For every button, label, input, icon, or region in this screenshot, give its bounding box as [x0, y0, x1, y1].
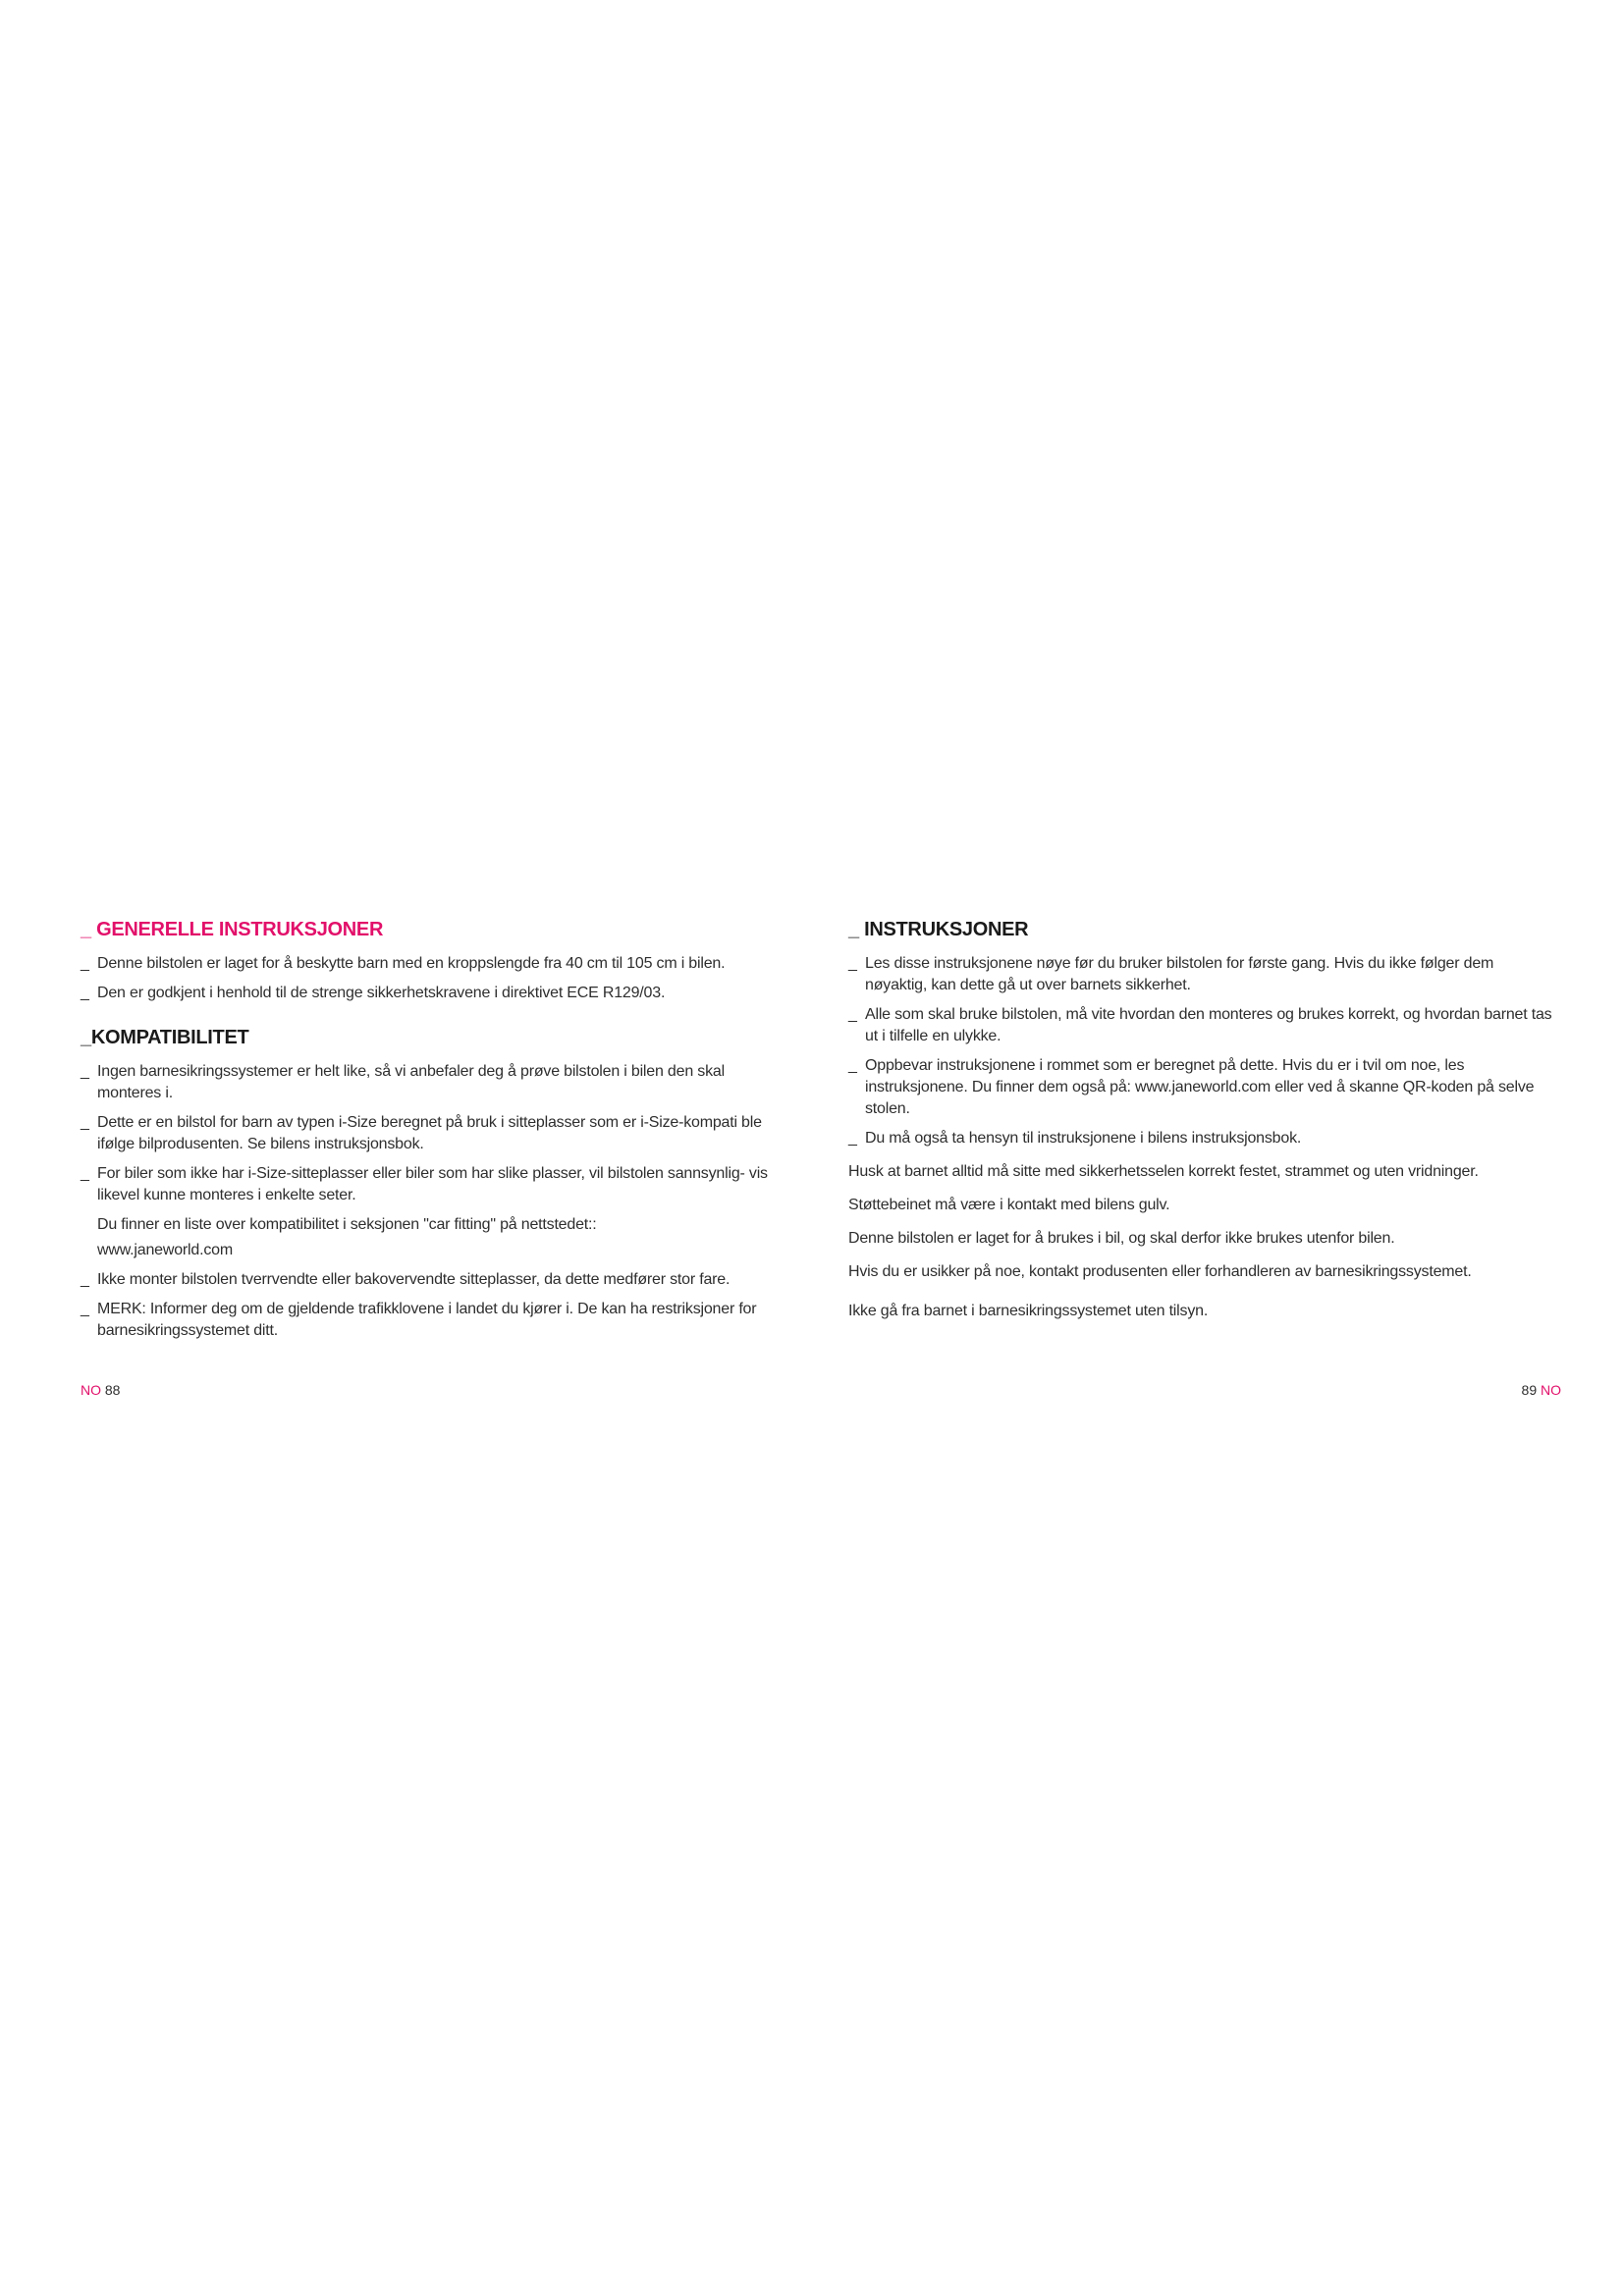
- bullet-dash: _: [81, 1271, 89, 1288]
- general-item-text: Den er godkjent i henhold til de strenge sikkerhetskravene i direktivet ECE R129/03.: [97, 985, 666, 1001]
- page-number-left: [81, 1382, 120, 1398]
- instruction-item: [848, 1004, 1555, 1047]
- bullet-dash: _: [81, 1063, 89, 1080]
- instruction-item: [848, 1128, 1555, 1149]
- heading-compatibility: _KOMPATIBILITET: [81, 1027, 249, 1048]
- right-page-column: [848, 918, 1555, 1334]
- folio-number: 89: [1521, 1382, 1538, 1398]
- bullet-dash: _: [848, 1006, 857, 1023]
- folio-language: NO: [81, 1382, 101, 1398]
- general-item-text: Denne bilstolen er laget for å beskytte barn med en kroppslengde fra 40 cm til 105 cm i bilen.: [97, 955, 726, 972]
- bullet-dash: _: [81, 1165, 89, 1182]
- instruction-item-text: Oppbevar instruksjonene i rommet som er beregnet på dette. Hvis du er i tvil om noe, les instruksjonene. Du finner dem også på: www.janeworld.com eller ved å skanne QR-koden på selve stolen.: [865, 1057, 1535, 1117]
- compat-item-text: Ingen barnesikringssystemer er helt like, så vi anbefaler deg å prøve bilstolen i bilen den skal monteres i.: [97, 1063, 725, 1101]
- folio-number: 88: [104, 1382, 121, 1398]
- instruction-item-text: Du må også ta hensyn til instruksjonene i bilens instruksjonsbok.: [865, 1130, 1302, 1147]
- left-page-column: [81, 918, 787, 1350]
- heading-instructions: _ INSTRUKSJONER: [848, 919, 1029, 940]
- page-number-right: [1522, 1382, 1561, 1398]
- instruction-item: [848, 1055, 1555, 1120]
- bullet-dash: _: [81, 1301, 89, 1317]
- instruction-paragraph: Husk at barnet alltid må sitte med sikkerhetsselen korrekt festet, strammet og uten vridninger.: [848, 1163, 1479, 1180]
- instruction-item: [848, 953, 1555, 996]
- bullet-dash: _: [848, 1130, 857, 1147]
- instruction-item-text: Alle som skal bruke bilstolen, må vite hvordan den monteres og brukes korrekt, og hvordan barnet tas ut i tilfelle en ulykke.: [865, 1006, 1552, 1044]
- heading-general-instructions: _ GENERELLE INSTRUKSJONER: [81, 919, 384, 940]
- compat-note-url: www.janeworld.com: [97, 1242, 233, 1258]
- compat-item-text: Ikke monter bilstolen tverrvendte eller bakovervendte sitteplasser, da dette medfører stor fare.: [97, 1271, 731, 1288]
- bullet-dash: _: [848, 1057, 857, 1074]
- bullet-dash: _: [81, 1114, 89, 1131]
- compat-item: [81, 1112, 787, 1155]
- instruction-paragraph: Denne bilstolen er laget for å brukes i bil, og skal derfor ikke brukes utenfor bilen.: [848, 1230, 1395, 1247]
- instruction-item-text: Les disse instruksjonene nøye før du bruker bilstolen for første gang. Hvis du ikke følger dem nøyaktig, kan dette gå ut over barnets sikkerhet.: [865, 955, 1494, 993]
- bullet-dash: _: [848, 955, 857, 972]
- general-item: [81, 953, 787, 975]
- compat-item: [81, 1299, 787, 1342]
- compat-item: [81, 1269, 787, 1291]
- compat-item-text: MERK: Informer deg om de gjeldende trafikklovene i landet du kjører i. De kan ha restriksjoner for barnesikringssystemet ditt.: [97, 1301, 757, 1339]
- compat-item: [81, 1061, 787, 1104]
- instruction-paragraph: Hvis du er usikker på noe, kontakt produsenten eller forhandleren av barnesikringssystemet.: [848, 1263, 1472, 1280]
- compat-item-text: For biler som ikke har i-Size-sitteplasser eller biler som har slike plasser, vil bilstolen sannsynlig- vis likevel kunne monteres i enkelte seter.: [97, 1165, 768, 1203]
- compat-note-line: Du finner en liste over kompatibilitet i seksjonen "car fitting" på nettstedet::: [97, 1216, 597, 1233]
- bullet-dash: _: [81, 955, 89, 972]
- bullet-dash: _: [81, 985, 89, 1001]
- compat-item-text: Dette er en bilstol for barn av typen i-Size beregnet på bruk i sitteplasser som er i-Size-kompati ble ifølge bilprodusenten. Se bilens instruksjonsbok.: [97, 1114, 762, 1152]
- compat-item: [81, 1163, 787, 1206]
- folio-language: NO: [1541, 1382, 1561, 1398]
- general-item: [81, 983, 787, 1004]
- instruction-paragraph: Ikke gå fra barnet i barnesikringssystemet uten tilsyn.: [848, 1303, 1209, 1319]
- instruction-paragraph: Støttebeinet må være i kontakt med bilens gulv.: [848, 1197, 1170, 1213]
